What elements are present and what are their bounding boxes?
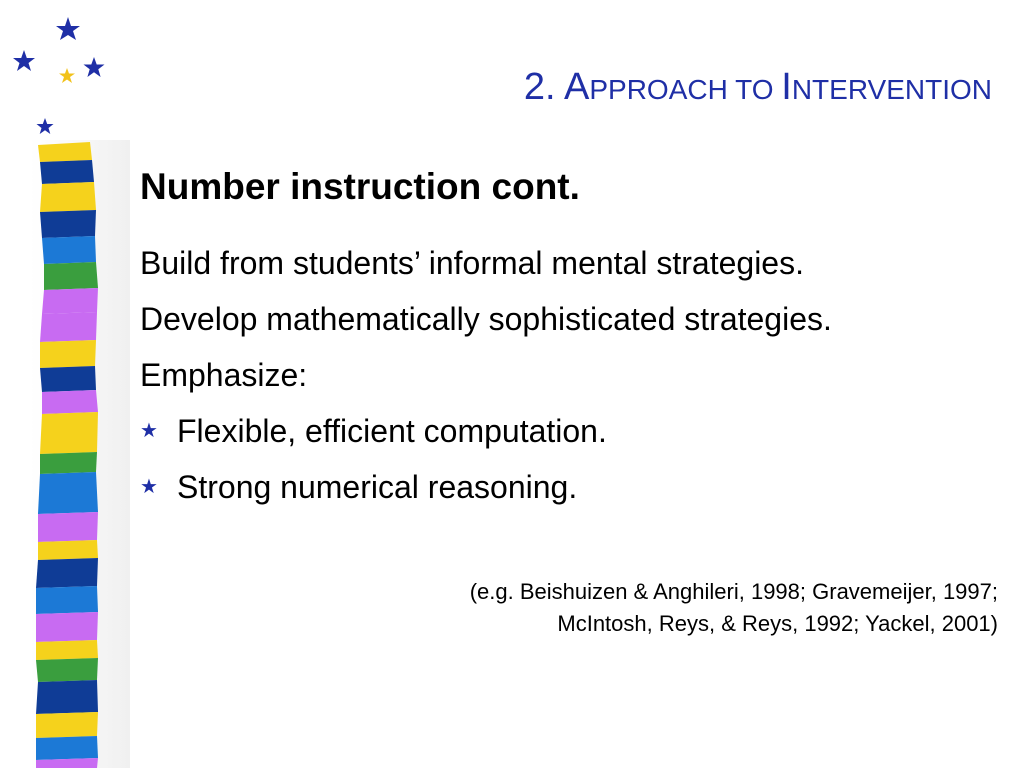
star-icon — [84, 57, 105, 77]
title-rest-2: NTERVENTION — [791, 74, 992, 105]
bullet-item — [140, 468, 1000, 506]
citation-line: (e.g. Beishuizen & Anghileri, 1998; Gravemeijer, 1997; — [469, 579, 998, 604]
slide-body — [140, 244, 1000, 524]
star-icon — [37, 118, 54, 134]
star-icon — [59, 68, 75, 83]
slide-subtitle: Number instruction cont. — [140, 166, 580, 207]
decorative-stars — [0, 0, 120, 150]
citation — [238, 576, 998, 640]
bullet-text: Flexible, efficient computation. — [177, 413, 607, 449]
star-icon — [56, 17, 80, 40]
star-icon: ★ — [140, 420, 158, 442]
title-lead: 2. A — [523, 66, 590, 108]
bullet-item — [140, 412, 1000, 450]
slide-title — [524, 66, 992, 109]
bullet-text: Strong numerical reasoning. — [177, 469, 578, 505]
body-paragraph: Emphasize: — [140, 357, 308, 393]
star-icon — [13, 50, 35, 71]
title-rest-1: PPROACH TO — [589, 74, 782, 105]
title-cap-2: I — [781, 66, 792, 108]
citation-line: McIntosh, Reys, & Reys, 1992; Yackel, 2001) — [557, 611, 998, 636]
body-paragraph: Develop mathematically sophisticated strategies. — [140, 301, 832, 337]
body-paragraph: Build from students’ informal mental strategies. — [140, 245, 804, 281]
star-icon: ★ — [140, 476, 158, 498]
decorative-stripe-bar — [0, 140, 130, 768]
